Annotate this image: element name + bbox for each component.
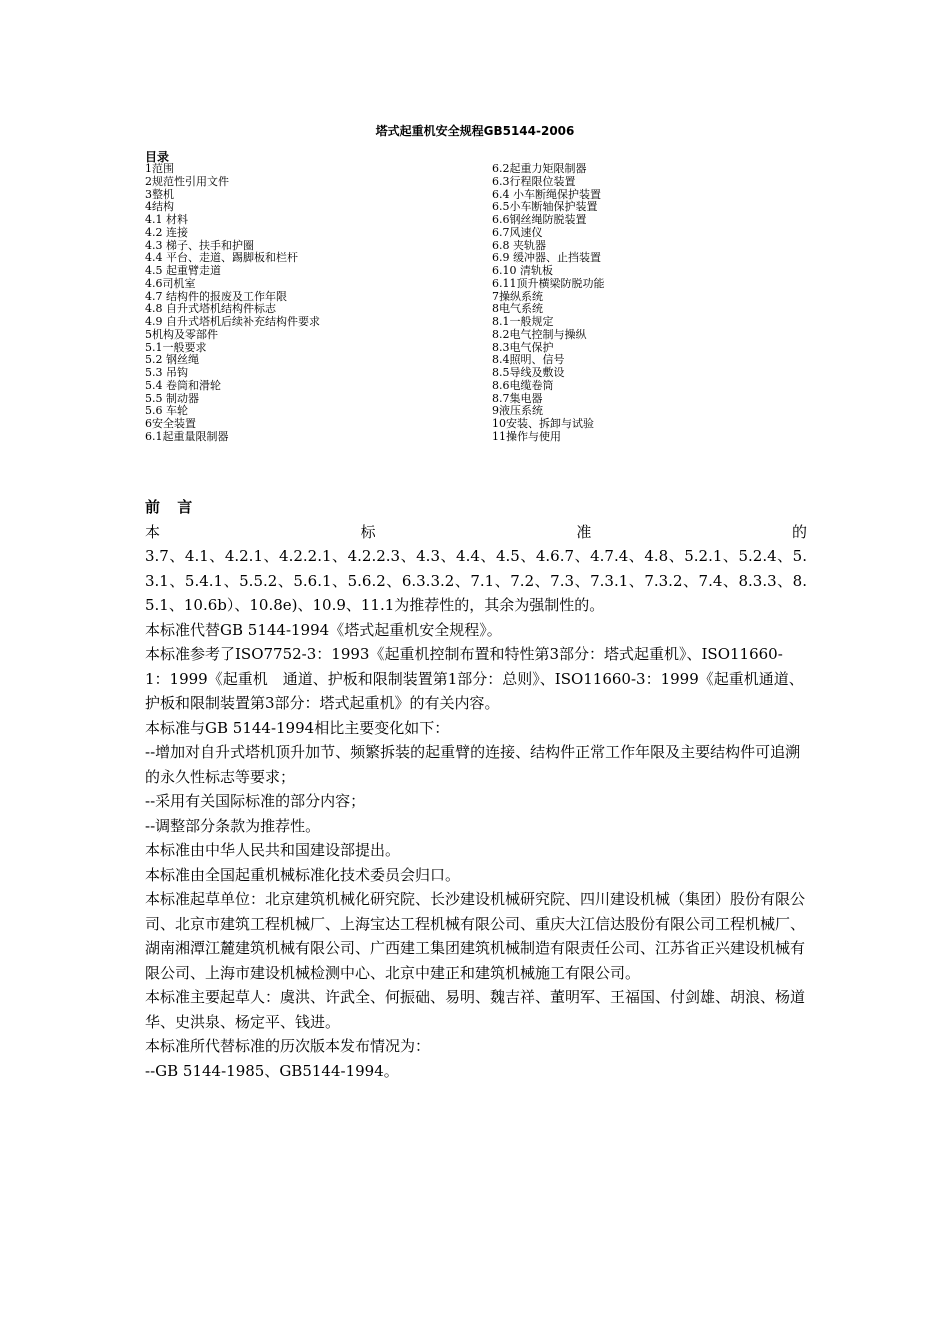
toc-item: 5.3 吊钩 <box>145 366 188 379</box>
spread-word: 标 <box>360 522 376 541</box>
toc-item: 4.9 自升式塔机后续补充结构件要求 <box>145 315 320 328</box>
preface-first-line <box>145 520 807 545</box>
document-title: 塔式起重机安全规程GB5144-2006 <box>375 124 575 138</box>
toc-item: 6.8 夹轨器 <box>492 238 546 252</box>
toc-item: 7操纵系统 <box>492 289 543 303</box>
preface-paragraph: --增加对自升式塔机顶升加节、频繁拆装的起重臂的连接、结构件正常工作年限及主要结构件可追溯的永久性标志等要求； <box>145 743 801 786</box>
toc-item: 4.1 材料 <box>145 213 188 226</box>
preface-paragraph: 本标准与GB 5144-1994相比主要变化如下： <box>145 718 450 737</box>
toc-item: 6.4 小车断绳保护装置 <box>492 187 601 201</box>
toc-item: 6.10 清轨板 <box>492 264 553 277</box>
toc-item: 6安全装置 <box>145 417 196 430</box>
preface-paragraph: 本标准所代替标准的历次版本发布情况为： <box>145 1037 431 1055</box>
toc-right-column <box>492 163 605 444</box>
preface-paragraph: --采用有关国际标准的部分内容； <box>145 792 366 810</box>
preface-paragraph: 本标准由全国起重机械标准化技术委员会归口。 <box>145 865 461 884</box>
preface-paragraph: 本标准参考了ISO7752-3：1993《起重机控制布置和特性第3部分：塔式起重机》、ISO11660-1：1999《起重机 通道、护板和限制装置第1部分：总则》、ISO11660-3：1999《起重机通道、护板和限制装置第3部分：塔式起重机》的有关内容。 <box>145 645 804 712</box>
toc-item: 6.3行程限位装置 <box>492 174 576 188</box>
toc-item: 2规范性引用文件 <box>145 174 229 188</box>
toc-item: 4.2 连接 <box>145 225 188 239</box>
preface-paragraph: 本标准起草单位：北京建筑机械化研究院、长沙建设机械研究院、四川建设机械（集团）股份有限公司、北京市建筑工程机械厂、上海宝达工程机械有限公司、重庆大江信达股份有限公司工程机械厂、湖南湘潭江麓建筑机械有限公司、广西建工集团建筑机械制造有限责任公司、江苏省正兴建设机械有限公司、上海市建设机械检测中心、北京中建正和建筑机械施工有限公司。 <box>145 890 806 982</box>
spread-word: 本 <box>145 522 161 541</box>
toc-item: 5机构及零部件 <box>145 327 218 341</box>
toc-item: 6.1起重量限制器 <box>145 429 229 443</box>
preface-paragraph: 本标准代替GB 5144-1994《塔式起重机安全规程》。 <box>145 620 502 639</box>
toc-item: 11操作与使用 <box>492 429 561 443</box>
toc-left-column <box>145 163 320 444</box>
toc-item: 8电气系统 <box>492 302 543 316</box>
toc-item: 6.9 缓冲器、止挡装置 <box>492 251 601 265</box>
toc-item: 4.3 梯子、扶手和护圈 <box>145 238 254 252</box>
toc-item: 6.7风速仪 <box>492 225 543 239</box>
toc-item: 4结构 <box>145 200 174 214</box>
toc-heading: 目录 <box>145 150 170 164</box>
toc-item: 6.11顶升横梁防脱功能 <box>492 276 605 290</box>
toc-item: 4.4 平台、走道、踢脚板和栏杆 <box>145 251 298 265</box>
clause-list-paragraph: 3.7、4.1、4.2.1、4.2.2.1、4.2.2.3、4.3、4.4、4.5、4.6.7、4.7.4、4.8、5.2.1、5.2.4、5.3.1、5.4.1、5.5.2、5.6.1、5.6.2、6.3.3.2、7.1、7.2、7.3、7.3.1、7.3.2、7.4、8.3.3、8.5.1、10.6b）、10.8e)、10.9、11.1为推荐性的，其余为强制性的。 <box>145 547 807 614</box>
toc-item: 8.7集电器 <box>492 391 543 405</box>
preface-paragraph: 本标准主要起草人：虞洪、许武全、何振础、易明、魏吉祥、董明军、王福国、付剑雄、胡浪、杨道华、史洪泉、杨定平、钱进。 <box>145 988 806 1031</box>
toc-item: 6.6钢丝绳防脱装置 <box>492 213 587 226</box>
preface-paragraph: --GB 5144-1985、GB5144-1994。 <box>145 1061 399 1080</box>
toc-item: 10安装、拆卸与试验 <box>492 417 594 430</box>
toc-item: 8.2电气控制与操纵 <box>492 327 587 341</box>
toc-item: 8.6电缆卷筒 <box>492 378 554 392</box>
toc-item: 8.4照明、信号 <box>492 353 565 367</box>
preface-heading: 前 言 <box>145 498 199 516</box>
toc-item: 4.8 自升式塔机结构件标志 <box>145 302 276 316</box>
preface-paragraph: 本标准由中华人民共和国建设部提出。 <box>145 841 401 859</box>
toc-item: 1范围 <box>145 162 174 175</box>
toc-item: 4.5 起重臂走道 <box>145 264 221 277</box>
toc-item: 5.1一般要求 <box>145 340 207 354</box>
spread-word: 的 <box>791 522 807 541</box>
toc-item: 6.5小车断轴保护装置 <box>492 200 598 214</box>
toc-item: 6.2起重力矩限制器 <box>492 162 587 175</box>
toc-item: 8.1一般规定 <box>492 315 554 328</box>
toc-item: 5.2 钢丝绳 <box>145 353 199 367</box>
toc-item: 5.5 制动器 <box>145 391 199 405</box>
toc-item: 5.4 卷筒和滑轮 <box>145 378 221 392</box>
preface-section <box>145 495 807 1083</box>
spread-word: 准 <box>576 522 592 541</box>
toc-item: 9液压系统 <box>492 404 543 418</box>
preface-paragraph: --调整部分条款为推荐性。 <box>145 816 321 835</box>
toc-item: 5.6 车轮 <box>145 404 188 418</box>
toc-item: 4.7 结构件的报废及工作年限 <box>145 289 287 303</box>
toc-item: 4.6司机室 <box>145 276 196 290</box>
toc-item: 8.5导线及敷设 <box>492 366 565 379</box>
toc-item: 3整机 <box>145 187 174 201</box>
toc-item: 8.3电气保护 <box>492 340 554 354</box>
